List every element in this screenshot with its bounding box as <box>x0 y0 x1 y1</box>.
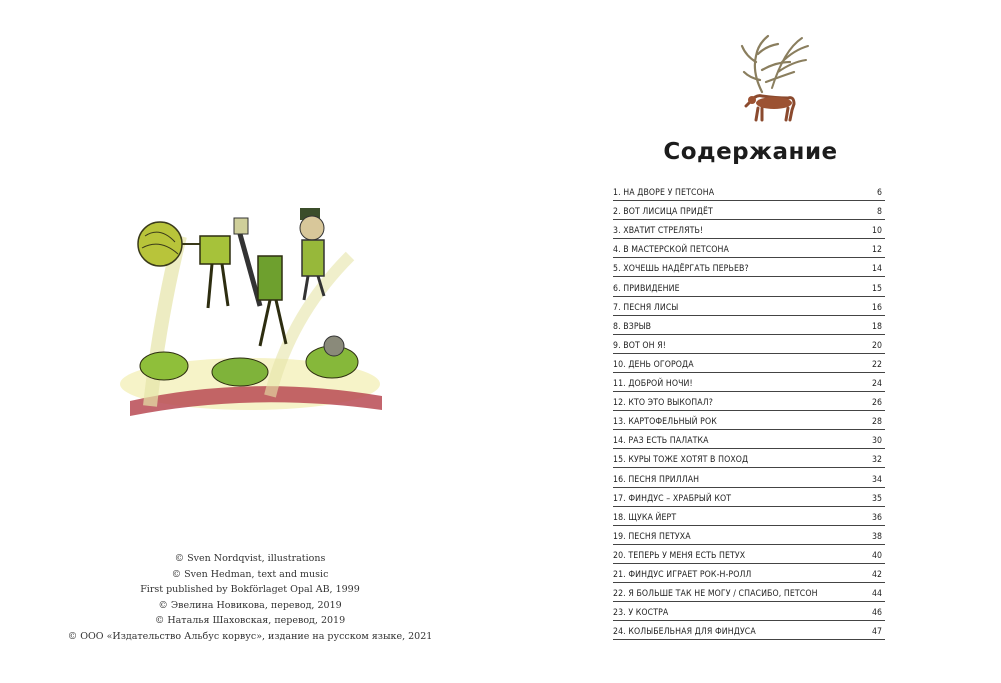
toc-entry-title <box>613 264 749 274</box>
toc-entry-title <box>613 226 703 236</box>
toc-entry-title <box>613 532 691 542</box>
toc-entry-page: 40 <box>872 550 882 561</box>
toc-entry-title <box>613 436 709 446</box>
cats-illustration <box>120 196 382 420</box>
table-of-contents <box>613 182 885 640</box>
toc-entry[interactable] <box>613 182 885 201</box>
toc-entry[interactable] <box>613 354 885 373</box>
toc-entry-number: 10. <box>613 359 626 370</box>
toc-entry-label: ПРИВИДЕНИЕ <box>623 283 680 294</box>
toc-entry-number: 21. <box>613 569 626 580</box>
toc-entry-title <box>613 513 676 523</box>
toc-entry-page: 36 <box>872 512 882 523</box>
toc-entry-label: Я БОЛЬШЕ ТАК НЕ МОГУ / СПАСИБО, ПЕТСОН <box>628 589 818 600</box>
toc-entry-title <box>613 303 678 313</box>
toc-entry-page: 30 <box>872 436 882 447</box>
toc-entry-number: 2. <box>613 207 621 218</box>
toc-entry-page: 28 <box>872 417 882 428</box>
toc-entry-number: 18. <box>613 512 626 523</box>
toc-entry-number: 11. <box>613 379 626 390</box>
toc-entry-page: 46 <box>872 608 882 619</box>
toc-entry-label: ВЗРЫВ <box>623 321 652 332</box>
toc-entry-title <box>613 322 651 332</box>
toc-entry-title <box>613 475 699 485</box>
toc-entry-number: 16. <box>613 474 626 485</box>
toc-entry-label: ПЕСНЯ ЛИСЫ <box>623 302 679 313</box>
toc-entry[interactable] <box>613 297 885 316</box>
toc-entry-label: КТО ЭТО ВЫКОПАЛ? <box>628 398 713 409</box>
toc-entry-number: 3. <box>613 226 621 237</box>
toc-entry[interactable] <box>613 373 885 392</box>
toc-entry[interactable] <box>613 277 885 296</box>
toc-entry-title <box>613 245 729 255</box>
toc-entry-page: 42 <box>872 569 882 580</box>
toc-entry[interactable] <box>613 258 885 277</box>
toc-entry-number: 1. <box>613 188 621 199</box>
toc-entry-number: 17. <box>613 493 626 504</box>
toc-entry[interactable] <box>613 220 885 239</box>
toc-entry-number: 19. <box>613 531 626 542</box>
toc-entry-number: 14. <box>613 436 626 447</box>
toc-entry-title <box>613 627 756 637</box>
toc-entry-number: 23. <box>613 608 626 619</box>
toc-entry-label: КУРЫ ТОЖЕ ХОТЯТ В ПОХОД <box>628 455 749 466</box>
toc-entry-title <box>613 570 751 580</box>
toc-entry-label: КАРТОФЕЛЬНЫЙ РОК <box>628 417 717 428</box>
toc-entry-page: 16 <box>872 302 882 313</box>
toc-entry-title <box>613 188 714 198</box>
toc-entry-page: 34 <box>872 474 882 485</box>
toc-entry-number: 20. <box>613 550 626 561</box>
toc-title: Содержание <box>663 139 838 165</box>
toc-entry[interactable] <box>613 507 885 526</box>
toc-entry-page: 15 <box>872 283 882 294</box>
toc-entry-number: 13. <box>613 417 626 428</box>
toc-entry[interactable] <box>613 583 885 602</box>
toc-entry[interactable] <box>613 526 885 545</box>
toc-entry-label: РАЗ ЕСТЬ ПАЛАТКА <box>628 436 709 447</box>
toc-entry[interactable] <box>613 488 885 507</box>
toc-entry-label: ФИНДУС ИГРАЕТ РОК-Н-РОЛЛ <box>628 569 752 580</box>
toc-entry-title <box>613 455 748 465</box>
deer-illustration <box>732 32 814 124</box>
toc-entry-label: ФИНДУС – ХРАБРЫЙ КОТ <box>628 493 732 504</box>
toc-entry-label: ПЕСНЯ ПЕТУХА <box>628 531 691 542</box>
toc-entry-label: ВОТ ЛИСИЦА ПРИДЁТ <box>623 207 713 218</box>
toc-entry-number: 4. <box>613 245 621 256</box>
credit-line: First published by Bokförlaget Opal AB, 1999 <box>140 584 360 596</box>
toc-entry-number: 5. <box>613 264 621 275</box>
toc-entry-title <box>613 341 666 351</box>
toc-entry-page: 24 <box>872 379 882 390</box>
right-page <box>500 0 1001 683</box>
toc-entry-page: 38 <box>872 531 882 542</box>
toc-entry-page: 12 <box>872 245 882 256</box>
toc-entry-title <box>613 608 668 618</box>
toc-entry[interactable] <box>613 564 885 583</box>
toc-entry-page: 44 <box>872 589 882 600</box>
credit-line: © Sven Hedman, text and music <box>171 568 329 580</box>
toc-entry-title <box>613 360 694 370</box>
toc-entry-page: 8 <box>877 207 882 218</box>
toc-entry-label: ТЕПЕРЬ У МЕНЯ ЕСТЬ ПЕТУХ <box>628 550 746 561</box>
credit-line: © Sven Nordqvist, illustrations <box>174 553 326 564</box>
toc-entry-label: В МАСТЕРСКОЙ ПЕТСОНА <box>623 245 729 256</box>
toc-entry-number: 22. <box>613 589 626 600</box>
toc-entry-title <box>613 398 713 408</box>
toc-entry[interactable] <box>613 411 885 430</box>
toc-entry-page: 22 <box>872 359 882 370</box>
toc-entry-label: У КОСТРА <box>628 608 669 619</box>
toc-entry-title <box>613 379 693 389</box>
credit-line: © Эвелина Новикова, перевод, 2019 <box>158 599 342 611</box>
toc-entry-page: 6 <box>877 188 882 199</box>
toc-entry-number: 24. <box>613 627 626 638</box>
toc-entry-title <box>613 207 713 217</box>
toc-entry[interactable] <box>613 335 885 354</box>
toc-entry-label: ВОТ ОН Я! <box>623 340 666 351</box>
toc-entry-label: ЩУКА ЙЕРТ <box>628 512 677 523</box>
credit-line: © Наталья Шаховская, перевод, 2019 <box>154 615 346 627</box>
toc-entry[interactable] <box>613 468 885 487</box>
toc-entry-label: ДОБРОЙ НОЧИ! <box>628 379 693 390</box>
toc-entry-number: 9. <box>613 340 621 351</box>
toc-entry-page: 20 <box>872 340 882 351</box>
toc-entry-title <box>613 551 745 561</box>
toc-entry[interactable] <box>613 392 885 411</box>
toc-entry-label: ХВАТИТ СТРЕЛЯТЬ! <box>623 226 704 237</box>
toc-entry-number: 6. <box>613 283 621 294</box>
toc-entry-label: НА ДВОРЕ У ПЕТСОНА <box>623 188 715 199</box>
toc-entry-number: 15. <box>613 455 626 466</box>
copyright-credits <box>0 551 500 645</box>
toc-entry-label: ХОЧЕШЬ НАДЁРГАТЬ ПЕРЬЕВ? <box>623 264 749 275</box>
toc-entry-page: 35 <box>872 493 882 504</box>
toc-entry-number: 8. <box>613 321 621 332</box>
toc-entry[interactable] <box>613 449 885 468</box>
toc-entry-number: 12. <box>613 398 626 409</box>
toc-entry-title <box>613 417 717 427</box>
toc-entry-label: КОЛЫБЕЛЬНАЯ ДЛЯ ФИНДУСА <box>628 627 756 638</box>
toc-entry-number: 7. <box>613 302 621 313</box>
toc-entry[interactable] <box>613 602 885 621</box>
toc-entry-label: ДЕНЬ ОГОРОДА <box>628 359 694 370</box>
toc-entry-page: 10 <box>872 226 882 237</box>
toc-entry-page: 18 <box>872 321 882 332</box>
toc-entry-page: 14 <box>872 264 882 275</box>
toc-entry[interactable] <box>613 430 885 449</box>
toc-entry-label: ПЕСНЯ ПРИЛЛАН <box>628 474 700 485</box>
toc-entry-title <box>613 284 680 294</box>
toc-entry[interactable] <box>613 239 885 258</box>
left-page <box>0 0 500 683</box>
toc-entry-title <box>613 589 818 599</box>
toc-entry-title <box>613 494 731 504</box>
toc-entry[interactable] <box>613 316 885 335</box>
toc-entry[interactable] <box>613 621 885 640</box>
credit-line: © ООО «Издательство Альбус корвус», издание на русском языке, 2021 <box>67 630 433 642</box>
toc-entry-page: 26 <box>872 398 882 409</box>
toc-entry-page: 47 <box>872 627 882 638</box>
toc-entry-page: 32 <box>872 455 882 466</box>
toc-entry[interactable] <box>613 545 885 564</box>
toc-entry[interactable] <box>613 201 885 220</box>
